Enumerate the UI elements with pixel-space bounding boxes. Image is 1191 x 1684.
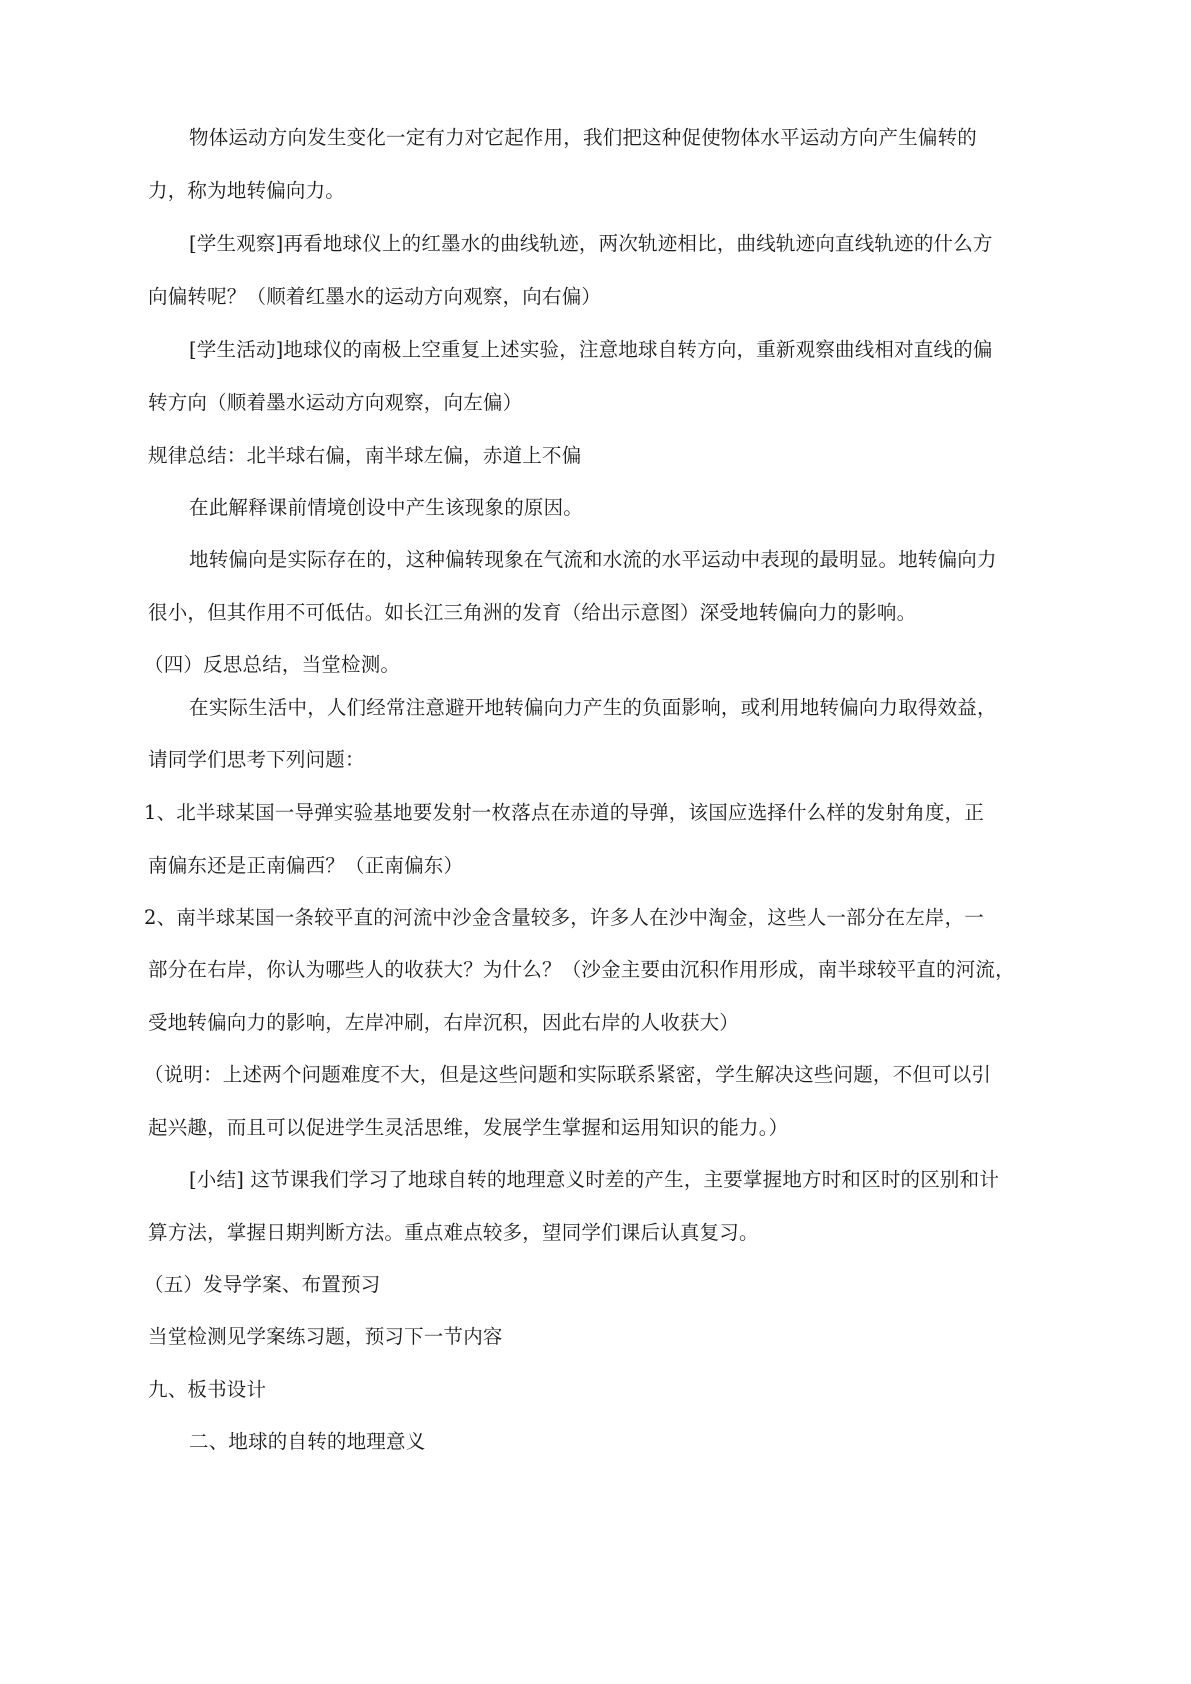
text-line: 力，称为地转偏向力。	[148, 179, 346, 202]
text-line: 在此解释课前情境创设中产生该现象的原因。	[189, 496, 584, 519]
text-line: 规律总结：北半球右偏，南半球左偏，赤道上不偏	[148, 444, 582, 467]
text-line: 向偏转呢？（顺着红墨水的运动方向观察，向右偏）	[148, 285, 602, 308]
text-line: 物体运动方向发生变化一定有力对它起作用，我们把这种促使物体水平运动方向产生偏转的	[189, 126, 978, 149]
section-heading: 九、板书设计	[148, 1378, 267, 1401]
text-line: 算方法，掌握日期判断方法。重点难点较多，望同学们课后认真复习。	[148, 1221, 759, 1244]
text-line: 当堂检测见学案练习题，预习下一节内容	[148, 1325, 503, 1348]
text-line: 在实际生活中，人们经常注意避开地转偏向力产生的负面影响，或利用地转偏向力取得效益，	[189, 696, 997, 719]
text-line: 部分在右岸，你认为哪些人的收获大？为什么？（沙金主要由沉积作用形成，南半球较平直的河流，	[148, 958, 1015, 981]
text-line: 起兴趣，而且可以促进学生灵活思维，发展学生掌握和运用知识的能力。）	[148, 1116, 789, 1139]
text-line: [学生活动]地球仪的南极上空重复上述实验，注意地球自转方向，重新观察曲线相对直线的偏	[189, 338, 993, 361]
text-line: [学生观察]再看地球仪上的红墨水的曲线轨迹，两次轨迹相比，曲线轨迹向直线轨迹的什么方	[189, 232, 993, 255]
section-heading: （四）反思总结，当堂检测。	[144, 653, 401, 676]
question-2: 2、南半球某国一条较平直的河流中沙金含量较多，许多人在沙中淘金，这些人一部分在左岸，一	[144, 906, 985, 929]
text-line: 南偏东还是正南偏西？（正南偏东）	[148, 854, 464, 877]
text-line: 转方向（顺着墨水运动方向观察，向左偏）	[148, 391, 523, 414]
text-line: 很小，但其作用不可低估。如长江三角洲的发育（给出示意图）深受地转偏向力的影响。	[148, 601, 917, 624]
text-line: 地转偏向是实际存在的，这种偏转现象在气流和水流的水平运动中表现的最明显。地转偏向力	[189, 548, 997, 571]
question-1: 1、北半球某国一导弹实验基地要发射一枚落点在赤道的导弹，该国应选择什么样的发射角度，正	[144, 801, 985, 824]
board-design-title: 二、地球的自转的地理意义	[189, 1430, 426, 1453]
note-text: （说明：上述两个问题难度不大，但是这些问题和实际联系紧密，学生解决这些问题，不但可以引	[144, 1063, 992, 1086]
section-heading: （五）发导学案、布置预习	[144, 1273, 381, 1296]
text-line: 请同学们思考下列问题：	[148, 748, 365, 771]
summary-text: [小结] 这节课我们学习了地球自转的地理意义时差的产生，主要掌握地方时和区时的区别和计	[189, 1168, 1000, 1191]
text-line: 受地转偏向力的影响，左岸冲刷，右岸沉积，因此右岸的人收获大）	[148, 1011, 740, 1034]
